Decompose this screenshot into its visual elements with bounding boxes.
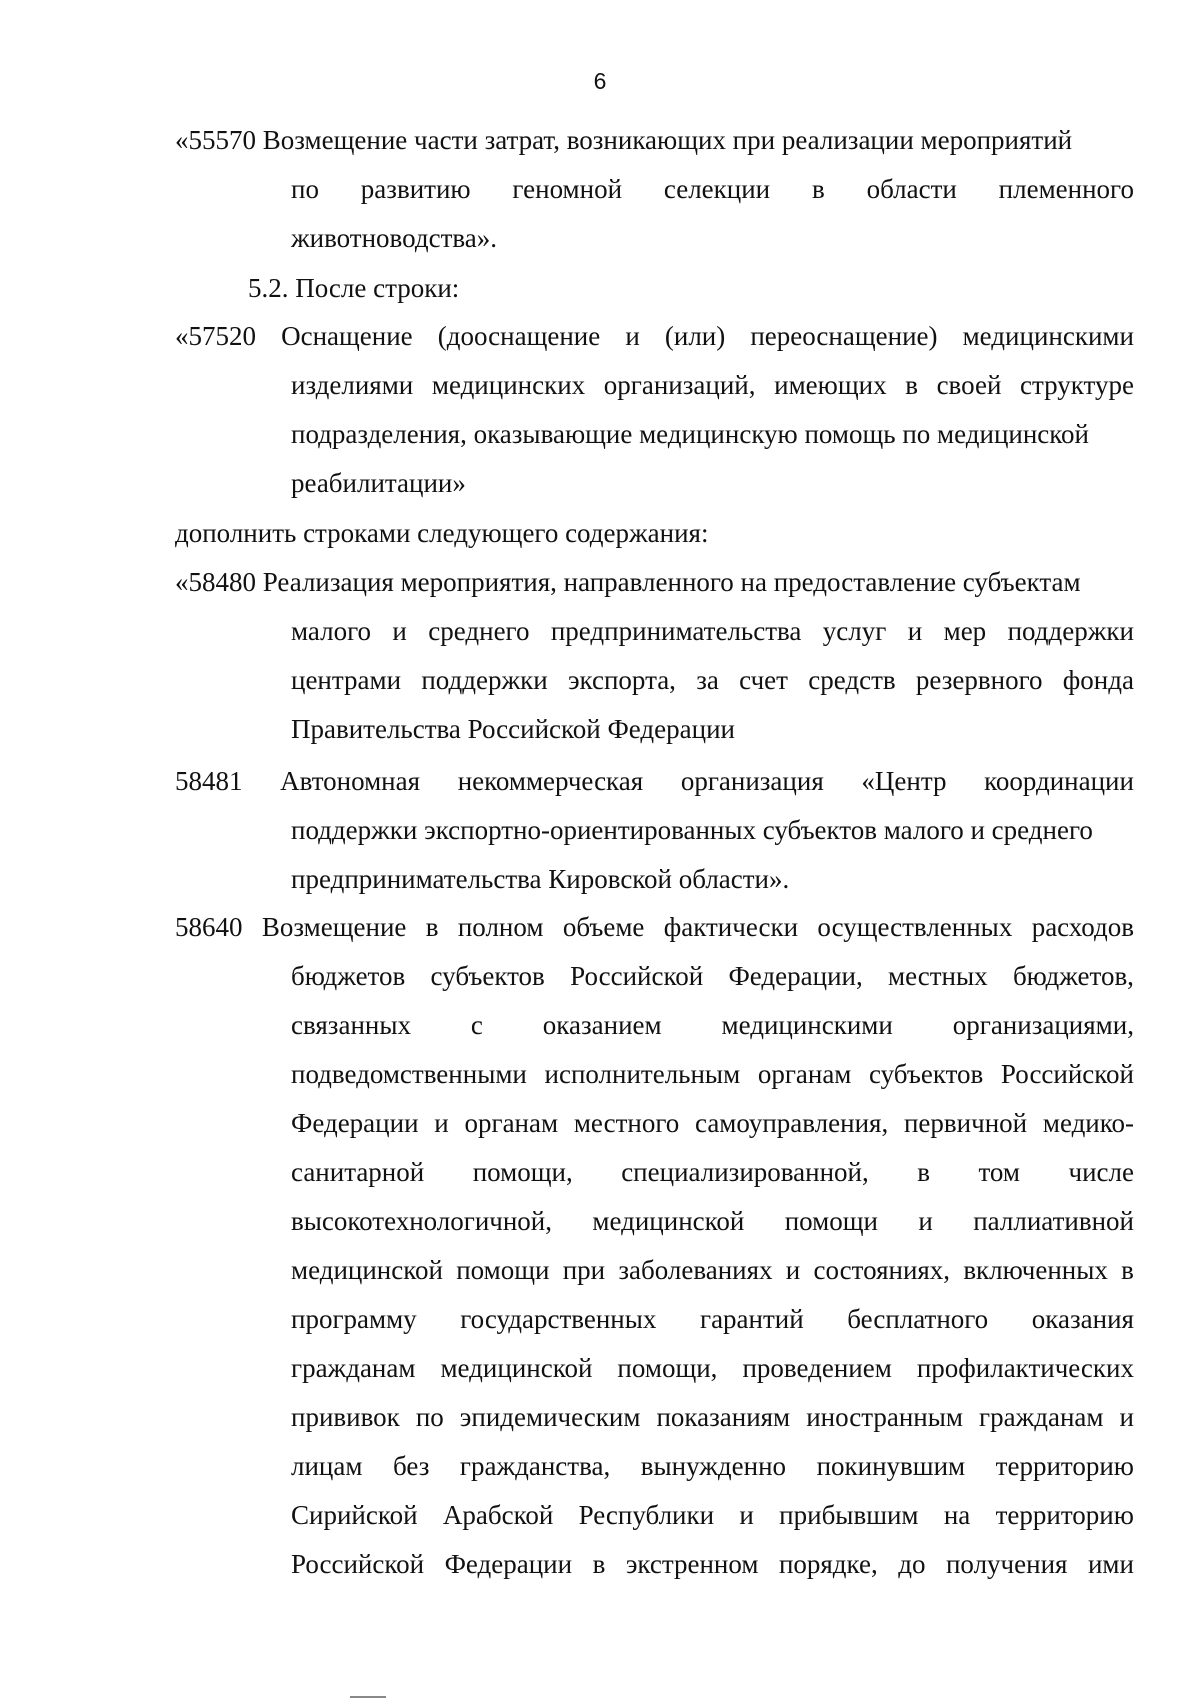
word: субъектов [869, 1059, 984, 1089]
word: и [918, 1206, 933, 1236]
word: специализированной, [621, 1157, 869, 1187]
word: изделиями [291, 370, 414, 400]
word: развитию [360, 174, 471, 204]
word: на [943, 1500, 971, 1530]
word: оказанием [542, 1010, 662, 1040]
word: медико- [1042, 1108, 1134, 1138]
word: оказания [1031, 1304, 1134, 1334]
word: и [625, 321, 640, 351]
word: Арабской [442, 1500, 554, 1530]
word: при [562, 1255, 606, 1285]
word: государственных [460, 1304, 657, 1334]
word: включенных [963, 1255, 1108, 1285]
entry-57520-line-3: подразделения, оказывающие медицинскую помощь по медицинской [291, 419, 1089, 449]
entry-58640-line-1 [175, 912, 1134, 942]
word: покинувшим [816, 1451, 966, 1481]
word: Сирийской [291, 1500, 418, 1530]
word: имеющих [774, 370, 887, 400]
word: субъектов [430, 961, 545, 991]
word: за [696, 665, 719, 695]
word: исполнительным [544, 1059, 741, 1089]
word: по [415, 1402, 444, 1432]
word: и [434, 1108, 449, 1138]
word: получения [945, 1549, 1068, 1579]
word: своей [936, 370, 1002, 400]
word: средств [808, 665, 896, 695]
entry-58481-line-2: поддержки экспортно-ориентированных субъектов малого и среднего [291, 815, 1093, 845]
word: среднего [428, 616, 530, 646]
word: бесплатного [847, 1304, 989, 1334]
word: программу [291, 1304, 417, 1334]
entry-58640-line-8 [291, 1255, 1134, 1285]
word: территорию [995, 1500, 1134, 1530]
word: и [907, 616, 923, 646]
word: в [917, 1157, 930, 1187]
entry-58640-line-5 [291, 1108, 1134, 1138]
word: том [978, 1157, 1020, 1187]
word: заболеваниях [618, 1255, 773, 1285]
word: состояниях, [813, 1255, 951, 1285]
word: и [785, 1255, 801, 1285]
word: и [392, 616, 407, 646]
entry-code: 58640 [175, 912, 243, 942]
word: органам [464, 1108, 559, 1138]
word: в [905, 370, 918, 400]
word: поддержки [1007, 616, 1134, 646]
word: организация [680, 766, 824, 796]
word: бюджетов, [1012, 961, 1134, 991]
word: услуг [822, 616, 887, 646]
word: подведомственными [291, 1059, 527, 1089]
word: Федерации [291, 1108, 419, 1138]
entry-58640-line-2 [291, 961, 1134, 991]
word: органам [757, 1059, 852, 1089]
word: малого [291, 616, 371, 646]
word: гражданам [979, 1402, 1104, 1432]
word: Российской [570, 961, 704, 991]
entry-58640-line-4 [291, 1059, 1134, 1089]
paragraph-5-2: 5.2. После строки: [248, 273, 460, 303]
word: территорию [995, 1451, 1134, 1481]
word: медицинскими [962, 321, 1134, 351]
word: Возмещение [261, 912, 407, 942]
word: переоснащение) [750, 321, 938, 351]
word: осуществленных [817, 912, 1013, 942]
word: мер [943, 616, 987, 646]
word: «Центр [861, 766, 947, 796]
entry-58640-line-9 [291, 1304, 1134, 1334]
word: профилактических [916, 1353, 1134, 1383]
word: центрами [291, 665, 402, 695]
word: экстренном [625, 1549, 759, 1579]
word: (дооснащение [437, 321, 601, 351]
entry-57520-line-2 [291, 370, 1134, 400]
word: бюджетов [291, 961, 406, 991]
word: фонда [1062, 665, 1134, 695]
word: Автономная [280, 766, 421, 796]
word: полном [457, 912, 544, 942]
entry-58640-line-14 [291, 1549, 1134, 1579]
entry-58640-line-7 [291, 1206, 1134, 1236]
word: местного [573, 1108, 680, 1138]
word: организаций, [603, 370, 756, 400]
word: Федерации [444, 1549, 573, 1579]
word: медицинскими [721, 1010, 893, 1040]
word: ими [1087, 1549, 1134, 1579]
word: Федерации, [728, 961, 863, 991]
word: помощи [456, 1255, 550, 1285]
entry-58640-line-6 [291, 1157, 1134, 1187]
word: счет [739, 665, 788, 695]
entry-58640-line-3 [291, 1010, 1134, 1040]
word: области [866, 174, 957, 204]
word: и [739, 1500, 754, 1530]
word: показаниям [656, 1402, 791, 1432]
entry-58480-line-2 [291, 616, 1134, 646]
word: до [898, 1549, 926, 1579]
entry-58480-line-1: «58480 Реализация мероприятия, направленного на предоставление субъектам [175, 567, 1081, 597]
supplement-text: дополнить строками следующего содержания: [175, 518, 709, 548]
word: Российской [1000, 1059, 1134, 1089]
word: в [811, 174, 825, 204]
word: (или) [664, 321, 726, 351]
word: помощи, [472, 1157, 573, 1187]
entry-58640-line-13 [291, 1500, 1134, 1530]
word: селекции [663, 174, 771, 204]
word: резервного [915, 665, 1043, 695]
word: фактически [663, 912, 799, 942]
entry-57520-line-1 [175, 321, 1134, 351]
word: медицинских [431, 370, 586, 400]
word: по [291, 174, 319, 204]
entry-58640-line-10 [291, 1353, 1134, 1383]
word: местных [888, 961, 988, 991]
word: координации [984, 766, 1134, 796]
word: некоммерческая [457, 766, 644, 796]
entry-55570-line-2 [291, 174, 1134, 204]
entry-58481-line-3: предпринимательства Кировской области». [291, 864, 790, 894]
word: гражданам [291, 1353, 416, 1383]
word: медицинской [440, 1353, 593, 1383]
page-number: 6 [593, 68, 607, 94]
word: связанных [291, 1010, 411, 1040]
word: гарантий [700, 1304, 804, 1334]
word: медицинской [592, 1206, 745, 1236]
word: Республики [578, 1500, 715, 1530]
word: эпидемическим [459, 1402, 641, 1432]
word: племенного [998, 174, 1134, 204]
word: гражданства, [459, 1451, 611, 1481]
word: помощи, [617, 1353, 718, 1383]
entry-57520-line-4: реабилитации» [291, 468, 466, 498]
word: в [592, 1549, 606, 1579]
word: с [470, 1010, 483, 1040]
word: прибывшим [779, 1500, 919, 1530]
word: прививок [291, 1402, 400, 1432]
word: и [1119, 1402, 1134, 1432]
word: порядке, [778, 1549, 878, 1579]
word: иностранным [806, 1402, 963, 1432]
entry-58640-line-11 [291, 1402, 1134, 1432]
entry-code: 58481 [175, 766, 243, 796]
word: в [425, 912, 439, 942]
word: проведением [742, 1353, 892, 1383]
word: геномной [512, 174, 623, 204]
scan-mark [350, 1696, 386, 1698]
word: объеме [562, 912, 645, 942]
word: Оснащение [281, 321, 413, 351]
word: первичной [903, 1108, 1028, 1138]
word: поддержки [421, 665, 548, 695]
word: высокотехнологичной, [291, 1206, 553, 1236]
word: предпринимательства [550, 616, 802, 646]
word: лицам [291, 1451, 363, 1481]
word: без [393, 1451, 430, 1481]
word: экспорта, [567, 665, 676, 695]
word: санитарной [291, 1157, 425, 1187]
entry-code: «57520 [175, 321, 256, 351]
entry-55570-line-1: «55570 Возмещение части затрат, возникающих при реализации мероприятий [175, 125, 1073, 155]
word: числе [1068, 1157, 1134, 1187]
word: в [1121, 1255, 1134, 1285]
word: медицинской [291, 1255, 443, 1285]
word: паллиативной [973, 1206, 1134, 1236]
entry-58480-line-3 [291, 665, 1134, 695]
entry-58481-line-1 [175, 766, 1134, 796]
word: структуре [1020, 370, 1134, 400]
word: самоуправления, [695, 1108, 889, 1138]
entry-55570-line-3: животноводства». [291, 223, 497, 253]
word: помощи [784, 1206, 878, 1236]
entry-58480-line-4: Правительства Российской Федерации [291, 714, 735, 744]
word: вынужденно [640, 1451, 787, 1481]
word: Российской [291, 1549, 425, 1579]
entry-58640-line-12 [291, 1451, 1134, 1481]
word: организациями, [952, 1010, 1134, 1040]
word: расходов [1031, 912, 1134, 942]
